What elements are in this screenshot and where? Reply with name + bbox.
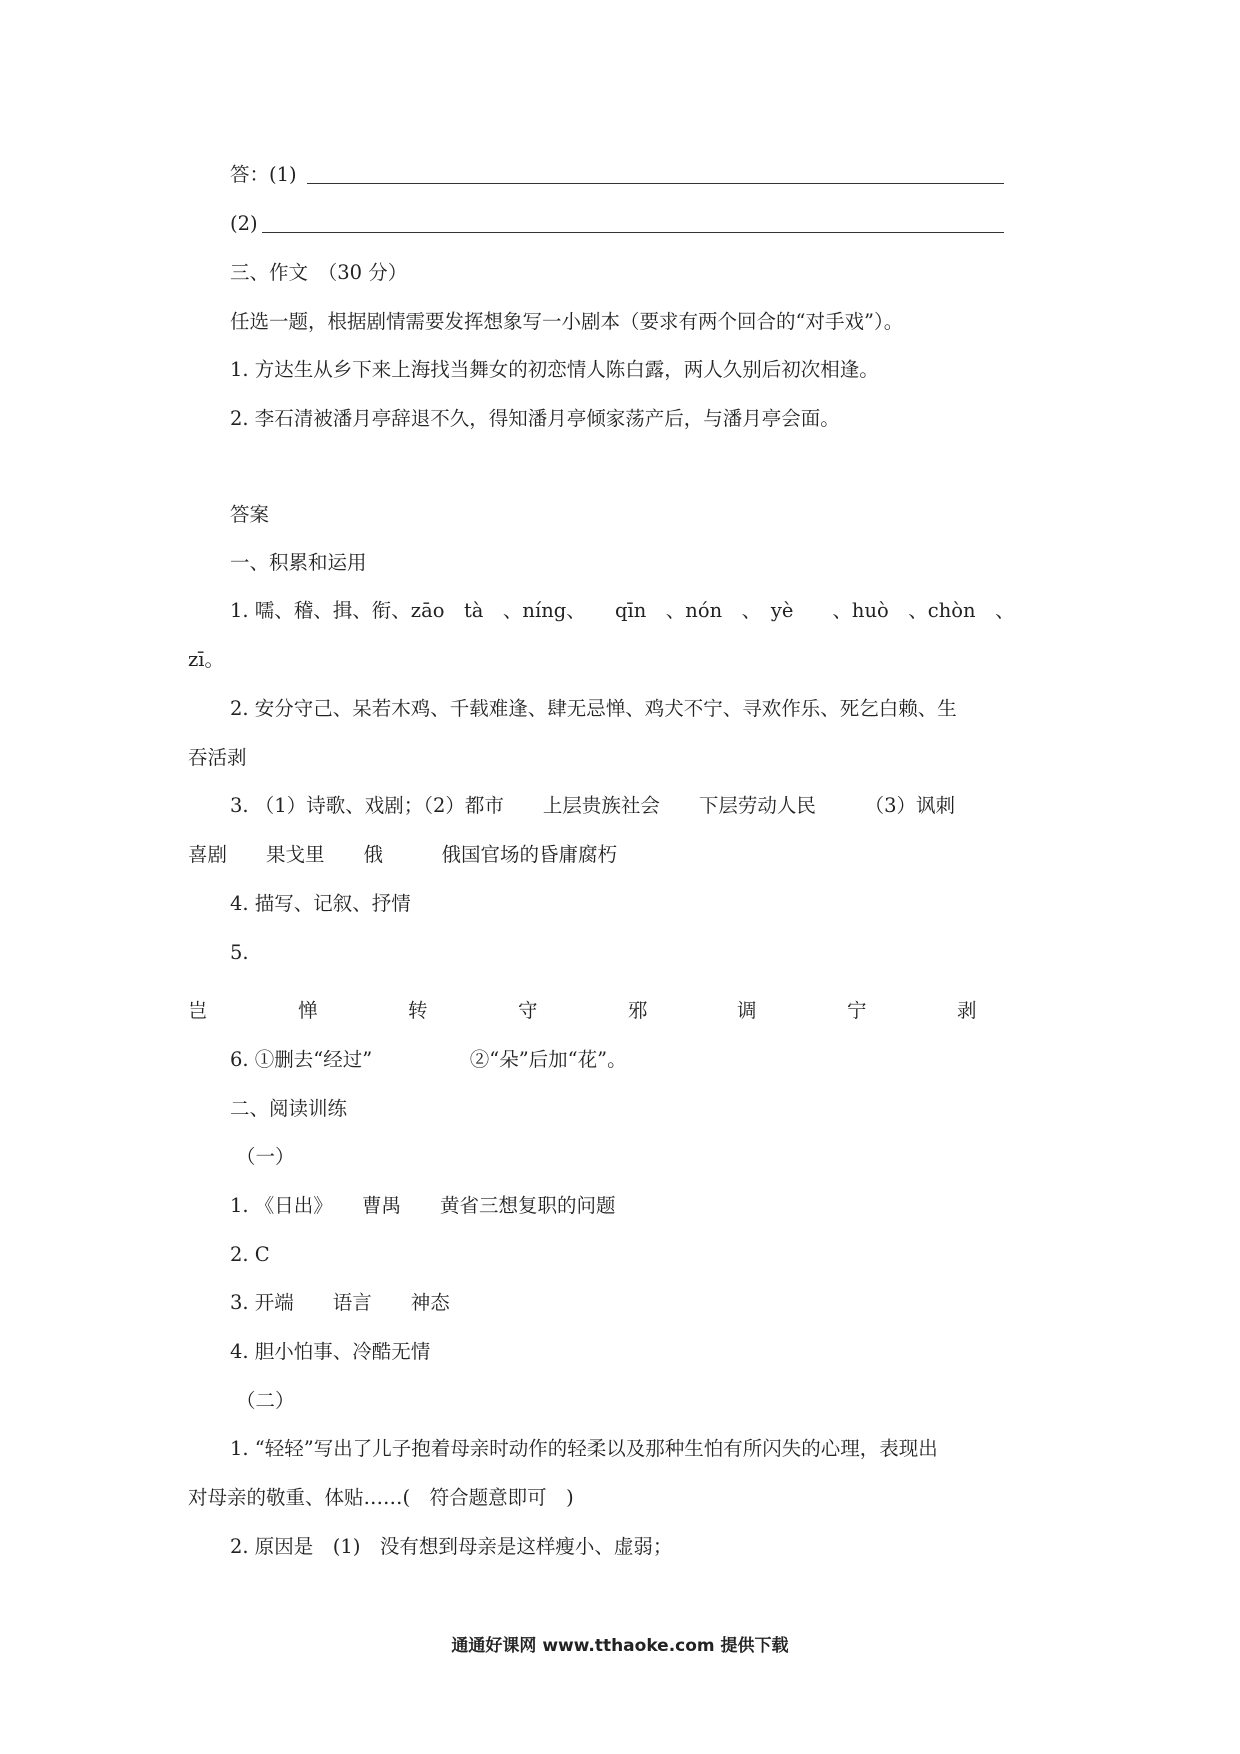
q1-line1: 1. 嚅、稽、揖、衔、zāo tà 、níng、 qīn 、nón 、 yè 、huò 、chòn 、 (230, 599, 1015, 622)
q2-line2: 吞活剥 (188, 746, 247, 769)
page-footer: 通通好课网 www.tthaoke.com 提供下载 (451, 1636, 789, 1656)
q5-char: 守 (518, 999, 538, 1022)
q5-label: 5. (230, 941, 249, 964)
section3-heading: 三、作文 （30 分） (230, 261, 408, 284)
subsection-1-label: （一） (236, 1145, 295, 1168)
q1-line2: zī。 (188, 648, 225, 671)
subsection-2-label: （二） (236, 1389, 295, 1412)
part1-heading: 一、积累和运用 (230, 551, 367, 574)
s1-q4: 4. 胆小怕事、冷酷无情 (230, 1340, 431, 1363)
answers-title: 答案 (230, 503, 270, 526)
answer-blank-2-label: (2) (230, 212, 258, 235)
s1-q3: 3. 开端 语言 神态 (230, 1291, 450, 1314)
q5-char: 宁 (847, 999, 867, 1022)
s2-q1-line1: 1. “轻轻”写出了儿子抱着母亲时动作的轻柔以及那种生怕有所闪失的心理，表现出 (230, 1437, 938, 1460)
section3-topic-1: 1. 方达生从乡下来上海找当舞女的初恋情人陈白露，两人久别后初次相逢。 (230, 358, 879, 381)
section3-prompt: 任选一题，根据剧情需要发挥想象写一小剧本（要求有两个回合的“对手戏”）。 (230, 310, 904, 333)
q3-line2: 喜剧 果戈里 俄 俄国官场的昏庸腐朽 (188, 843, 618, 866)
q5-char: 调 (737, 999, 757, 1022)
s1-q2: 2. C (230, 1243, 270, 1266)
s2-q2: 2. 原因是 (1) 没有想到母亲是这样瘦小、虚弱； (230, 1535, 673, 1558)
q6: 6. ①删去“经过” ②“朵”后加“花”。 (230, 1048, 627, 1071)
q5-char: 惮 (298, 999, 318, 1022)
answer-blank-1-line (307, 183, 1004, 184)
q2-line1: 2. 安分守己、呆若木鸡、千载难逢、肆无忌惮、鸡犬不宁、寻欢作乐、死乞白赖、生 (230, 697, 957, 720)
q3-line1: 3. （1）诗歌、戏剧；（2）都市 上层贵族社会 下层劳动人民 （3）讽刺 (230, 794, 956, 817)
s1-q1: 1. 《日出》 曹禺 黄省三想复职的问题 (230, 1194, 616, 1217)
q5-char: 剥 (957, 999, 977, 1022)
q5-char: 转 (408, 999, 428, 1022)
s2-q1-line2: 对母亲的敬重、体贴……( 符合题意即可 ) (188, 1486, 574, 1509)
q5-char: 岂 (188, 999, 208, 1022)
q4: 4. 描写、记叙、抒情 (230, 892, 411, 915)
section3-topic-2: 2. 李石清被潘月亭辞退不久，得知潘月亭倾家荡产后，与潘月亭会面。 (230, 407, 840, 430)
answer-blank-1-label: 答：(1) (230, 163, 297, 186)
q5-char: 邪 (628, 999, 648, 1022)
answer-blank-2-line (262, 232, 1004, 233)
part2-heading: 二、阅读训练 (230, 1097, 348, 1120)
